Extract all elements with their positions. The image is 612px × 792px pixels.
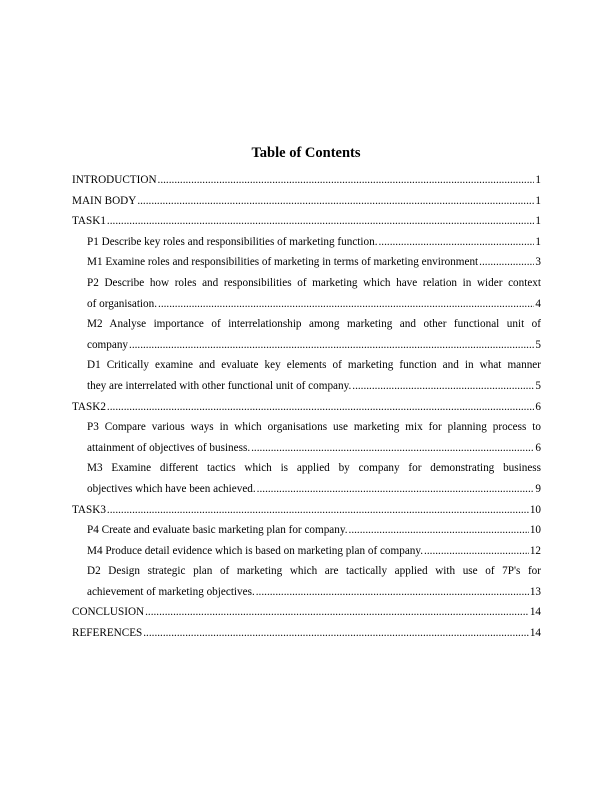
- toc-entry-text: P3 Compare various ways in which organisations use marketing mix for planning process to: [87, 421, 541, 434]
- toc-entry[interactable]: [72, 602, 541, 623]
- dot-leader: [158, 294, 534, 315]
- dot-leader: [107, 211, 534, 232]
- toc-page-number: 6: [535, 400, 541, 413]
- toc-page-number: 1: [535, 174, 541, 186]
- dot-leader: [349, 520, 529, 541]
- toc-entry-text: company: [87, 338, 129, 351]
- dot-leader: [158, 170, 535, 191]
- toc-entry-text: TASK3: [72, 503, 106, 516]
- toc-subentry[interactable]: [72, 417, 541, 458]
- toc-page-number: 3: [535, 256, 541, 269]
- dot-leader: [107, 397, 534, 418]
- toc-entry-text: P2 Describe how roles and responsibilities of marketing which have relation in wider context: [87, 276, 541, 289]
- toc-page-number: 10: [529, 524, 541, 537]
- toc-entry-text: objectives which have been achieved.: [87, 482, 256, 495]
- toc-entry-text: M1 Examine roles and responsibilities of marketing in terms of marketing environment: [87, 256, 479, 269]
- toc-entry[interactable]: [72, 397, 541, 418]
- dot-leader: [129, 335, 534, 356]
- toc-subentry[interactable]: [72, 541, 541, 562]
- toc-subentry[interactable]: [72, 520, 541, 541]
- toc-list: [72, 170, 541, 644]
- toc-page-number: 10: [529, 503, 541, 516]
- toc-page-number: 4: [535, 297, 541, 310]
- toc-page-number: 5: [535, 338, 541, 351]
- toc-subentry[interactable]: [72, 252, 541, 273]
- dot-leader: [143, 623, 529, 644]
- dot-leader: [256, 582, 529, 603]
- dot-leader: [352, 376, 534, 397]
- toc-page-number: 5: [535, 379, 541, 392]
- dot-leader: [251, 438, 534, 459]
- toc-subentry[interactable]: [72, 561, 541, 602]
- dot-leader: [424, 541, 529, 562]
- toc-page-number: 9: [535, 482, 541, 495]
- dot-leader: [257, 479, 535, 500]
- toc-entry-text: achievement of marketing objectives.: [87, 585, 255, 598]
- toc-page-number: 1: [535, 235, 541, 248]
- toc-entry-text: INTRODUCTION: [72, 174, 157, 186]
- toc-entry-text: D1 Critically examine and evaluate key elements of marketing function and in what manner: [87, 359, 541, 372]
- toc-page-number: 6: [535, 441, 541, 454]
- toc-subentry[interactable]: [72, 355, 541, 396]
- toc-entry-text: attainment of objectives of business.: [87, 441, 251, 454]
- toc-entry[interactable]: [72, 170, 541, 191]
- toc-entry-text: M3 Examine different tactics which is applied by company for demonstrating business: [87, 462, 541, 475]
- toc-page-number: 13: [529, 585, 541, 598]
- toc-entry[interactable]: [72, 623, 541, 644]
- toc-entry-text: MAIN BODY: [72, 194, 137, 207]
- toc-page-number: 14: [529, 627, 541, 640]
- dot-leader: [479, 252, 534, 273]
- dot-leader: [137, 191, 534, 212]
- toc-entry-text: TASK2: [72, 400, 106, 413]
- toc-title: Table of Contents: [251, 145, 361, 161]
- toc-page-number: 1: [535, 194, 541, 207]
- toc-entry[interactable]: [72, 211, 541, 232]
- toc-entry-text: TASK1: [72, 215, 106, 228]
- toc-page-number: 12: [529, 544, 541, 557]
- toc-entry-text: D2 Design strategic plan of marketing which are tactically applied with use of 7P's for: [87, 565, 541, 578]
- toc-entry[interactable]: [72, 191, 541, 212]
- dot-leader: [145, 602, 529, 623]
- toc-subentry[interactable]: [72, 458, 541, 499]
- toc-entry[interactable]: [72, 500, 541, 521]
- dot-leader: [379, 232, 535, 253]
- toc-entry-text: of organisation.: [87, 297, 158, 310]
- toc-subentry[interactable]: [72, 273, 541, 314]
- toc-subentry[interactable]: [72, 314, 541, 355]
- toc-page-number: 1: [535, 215, 541, 228]
- toc-page-number: 14: [529, 606, 541, 619]
- toc-entry-text: CONCLUSION: [72, 606, 145, 619]
- toc-entry-text: P1 Describe key roles and responsibilities of marketing function.: [87, 235, 378, 248]
- dot-leader: [107, 500, 529, 521]
- toc-entry-text: REFERENCES: [72, 627, 143, 640]
- toc-entry-text: M2 Analyse importance of interrelationship among marketing and other functional unit of: [87, 318, 541, 331]
- toc-entry-text: M4 Produce detail evidence which is based on marketing plan of company.: [87, 544, 424, 557]
- toc-entry-text: P4 Create and evaluate basic marketing plan for company.: [87, 524, 348, 537]
- toc-subentry[interactable]: [72, 232, 541, 253]
- toc-entry-text: they are interrelated with other functional unit of company.: [87, 379, 352, 392]
